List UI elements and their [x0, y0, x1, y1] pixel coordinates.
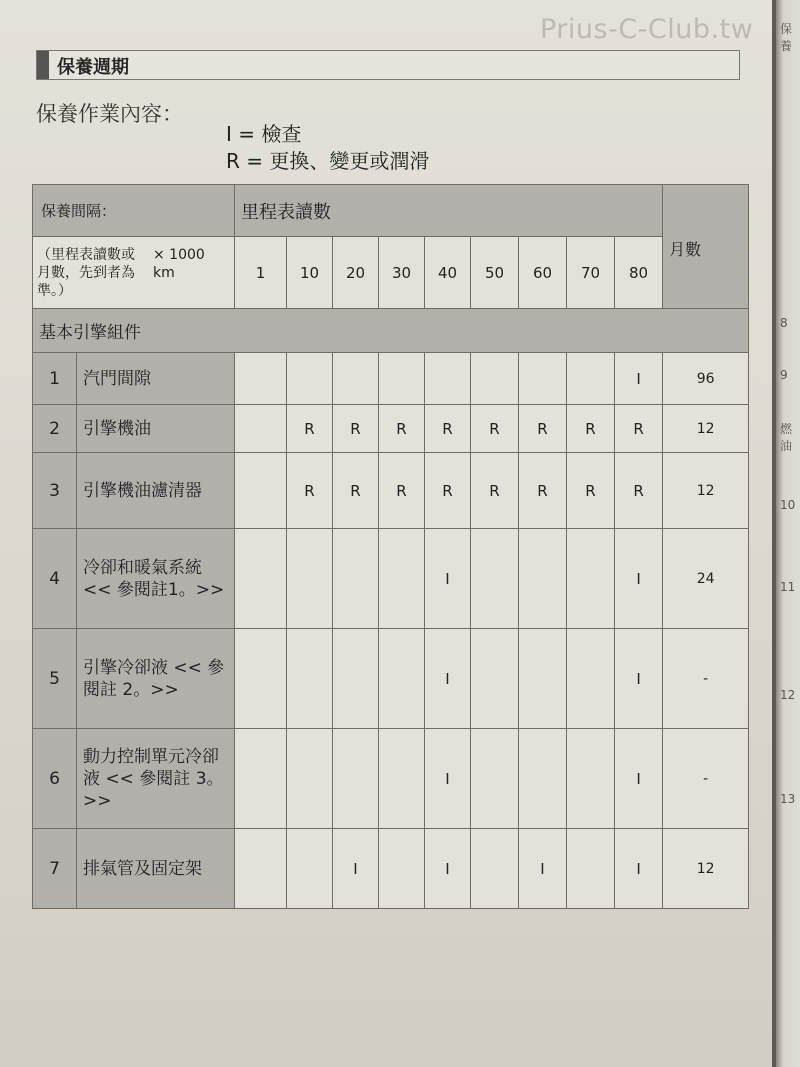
km-header: 1 — [235, 237, 287, 309]
interval-mark: I — [615, 629, 663, 729]
interval-mark — [287, 629, 333, 729]
interval-mark — [519, 529, 567, 629]
interval-mark — [235, 453, 287, 529]
item-name: 引擎機油 — [77, 405, 235, 453]
section-header — [36, 50, 740, 80]
interval-mark: R — [567, 405, 615, 453]
km-header: 20 — [333, 237, 379, 309]
interval-mark — [379, 729, 425, 829]
interval-mark: R — [519, 453, 567, 529]
interval-mark — [235, 829, 287, 909]
interval-mark: R — [615, 453, 663, 529]
interval-mark: R — [379, 405, 425, 453]
interval-mark: I — [333, 829, 379, 909]
interval-mark — [519, 729, 567, 829]
item-number: 3 — [33, 453, 77, 529]
interval-mark — [425, 353, 471, 405]
item-number: 6 — [33, 729, 77, 829]
months-value: 96 — [663, 353, 749, 405]
interval-mark — [471, 353, 519, 405]
maintenance-table — [32, 184, 749, 909]
adjacent-page-text: 12 — [780, 688, 796, 702]
adjacent-page-text: 保養 — [780, 22, 793, 53]
interval-mark — [567, 529, 615, 629]
section-title: 保養週期 — [57, 57, 129, 78]
intro-text: 保養作業內容： — [36, 102, 183, 126]
item-name: 排氣管及固定架 — [77, 829, 235, 909]
section-marker — [37, 51, 49, 79]
interval-mark: I — [615, 729, 663, 829]
item-number: 5 — [33, 629, 77, 729]
interval-mark: R — [287, 453, 333, 529]
table-row — [33, 829, 749, 909]
interval-mark — [567, 729, 615, 829]
months-value: 24 — [663, 529, 749, 629]
interval-mark — [333, 353, 379, 405]
km-header: 50 — [471, 237, 519, 309]
km-header: 40 — [425, 237, 471, 309]
interval-mark — [235, 353, 287, 405]
interval-mark — [379, 529, 425, 629]
interval-mark — [471, 729, 519, 829]
interval-mark — [287, 829, 333, 909]
interval-mark: R — [471, 453, 519, 529]
interval-mark — [471, 529, 519, 629]
adjacent-page-text: 13 — [780, 792, 796, 806]
interval-mark: R — [615, 405, 663, 453]
adjacent-page-text: 10 — [780, 498, 796, 512]
legend-inspect: I = 檢查 — [226, 122, 302, 146]
adjacent-page-text: 9 — [780, 368, 788, 382]
item-number: 2 — [33, 405, 77, 453]
interval-mark — [519, 353, 567, 405]
item-name: 引擎冷卻液 << 參閱註 2。>> — [77, 629, 235, 729]
months-label: 月數 — [663, 185, 749, 309]
adjacent-page-edge — [776, 0, 800, 1067]
interval-mark — [519, 629, 567, 729]
table-row — [33, 453, 749, 529]
interval-mark: R — [471, 405, 519, 453]
item-number: 7 — [33, 829, 77, 909]
interval-mark: R — [379, 453, 425, 529]
interval-mark — [379, 629, 425, 729]
adjacent-page-text: 8 — [780, 316, 788, 330]
interval-mark: R — [287, 405, 333, 453]
interval-mark: R — [519, 405, 567, 453]
interval-mark: I — [425, 529, 471, 629]
interval-mark — [287, 729, 333, 829]
km-header: 60 — [519, 237, 567, 309]
legend-replace: R = 更換、變更或潤滑 — [226, 149, 430, 173]
interval-mark: R — [333, 453, 379, 529]
months-value: 12 — [663, 405, 749, 453]
interval-mark: R — [333, 405, 379, 453]
adjacent-page-text: 11 — [780, 580, 796, 594]
interval-mark — [235, 729, 287, 829]
interval-mark: I — [425, 829, 471, 909]
months-value: - — [663, 729, 749, 829]
table-row — [33, 729, 749, 829]
interval-mark — [471, 629, 519, 729]
km-header: 10 — [287, 237, 333, 309]
interval-mark — [287, 353, 333, 405]
months-value: 12 — [663, 829, 749, 909]
interval-mark: I — [615, 353, 663, 405]
item-name: 冷卻和暖氣系統 << 參閱註1。>> — [77, 529, 235, 629]
interval-mark: R — [425, 453, 471, 529]
interval-mark — [379, 353, 425, 405]
table-row — [33, 629, 749, 729]
adjacent-page-text: 燃油 — [780, 422, 793, 453]
interval-mark: I — [425, 729, 471, 829]
interval-mark — [287, 529, 333, 629]
interval-mark — [379, 829, 425, 909]
odometer-label: 里程表讀數 — [235, 185, 663, 237]
km-header: 70 — [567, 237, 615, 309]
months-value: 12 — [663, 453, 749, 529]
basis-text: （里程表讀數或月數，先到者為準。） — [37, 246, 135, 299]
table-row — [33, 405, 749, 453]
km-header: 30 — [379, 237, 425, 309]
watermark: Prius-C-Club.tw — [540, 14, 754, 45]
interval-mark — [235, 405, 287, 453]
interval-mark — [567, 353, 615, 405]
interval-mark — [567, 829, 615, 909]
interval-label: 保養間隔： — [33, 185, 235, 237]
interval-mark: R — [567, 453, 615, 529]
interval-mark — [567, 629, 615, 729]
interval-mark — [471, 829, 519, 909]
interval-mark — [333, 529, 379, 629]
interval-mark — [235, 529, 287, 629]
item-name: 引擎機油濾清器 — [77, 453, 235, 529]
item-number: 1 — [33, 353, 77, 405]
interval-mark: I — [615, 829, 663, 909]
group-title: 基本引擎組件 — [33, 309, 749, 353]
unit-label: × 1000 km — [153, 246, 205, 281]
interval-mark: I — [615, 529, 663, 629]
km-header: 80 — [615, 237, 663, 309]
table-row — [33, 529, 749, 629]
interval-mark: I — [519, 829, 567, 909]
basis-note — [33, 237, 235, 309]
interval-mark: I — [425, 629, 471, 729]
item-name: 汽門間隙 — [77, 353, 235, 405]
interval-mark — [333, 729, 379, 829]
table-row — [33, 353, 749, 405]
item-number: 4 — [33, 529, 77, 629]
months-value: - — [663, 629, 749, 729]
item-name: 動力控制單元冷卻液 << 參閱註 3。>> — [77, 729, 235, 829]
interval-mark — [333, 629, 379, 729]
interval-mark: R — [425, 405, 471, 453]
interval-mark — [235, 629, 287, 729]
